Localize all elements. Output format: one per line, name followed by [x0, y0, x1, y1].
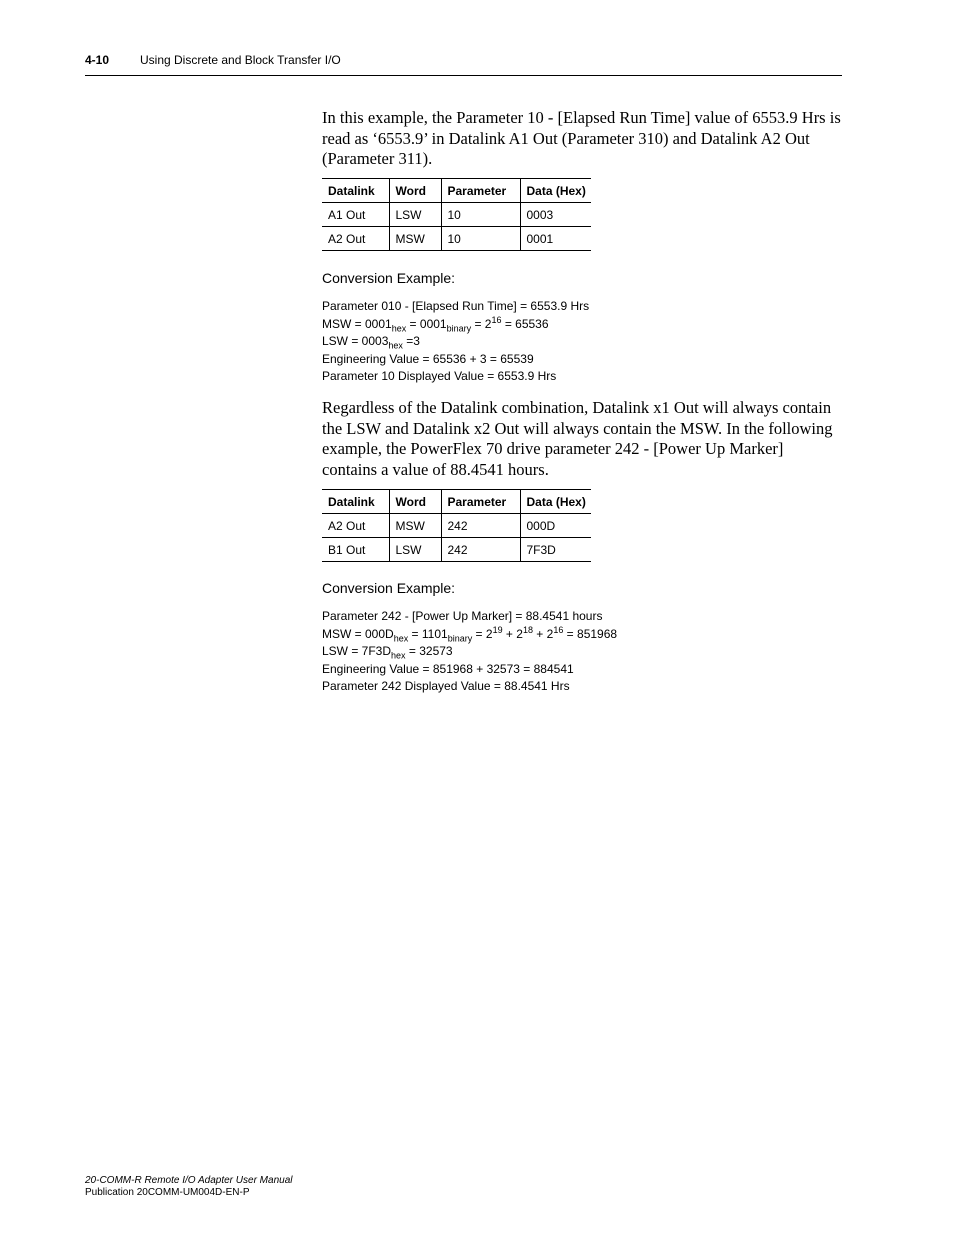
table-cell: MSW: [389, 227, 441, 251]
conversion-line: Engineering Value = 65536 + 3 = 65539: [322, 351, 534, 366]
conversion-line: Engineering Value = 851968 + 32573 = 884541: [322, 661, 574, 676]
table-row: [322, 203, 591, 227]
table-cell: LSW: [389, 538, 441, 562]
table-cell: A2 Out: [322, 227, 389, 251]
column-header: Word: [389, 179, 441, 203]
column-header: Parameter: [441, 179, 520, 203]
column-header: Data (Hex): [520, 490, 591, 514]
body-paragraph: Regardless of the Datalink combination, Datalink x1 Out will always contain the LSW and Datalink x2 Out will always contain the MSW. In the following example, the PowerFlex 70 drive parameter 242 - [Power Up Marker] contains a value of 88.4541 hours.: [322, 398, 833, 479]
conversion-line: Parameter 242 Displayed Value = 88.4541 Hrs: [322, 679, 570, 693]
datalink-table-2: [322, 489, 591, 562]
table-row: [322, 227, 591, 251]
table-cell: 242: [441, 538, 520, 562]
page-header: [85, 53, 842, 76]
conversion-line: Parameter 10 Displayed Value = 6553.9 Hrs: [322, 369, 557, 383]
table-row: [322, 538, 591, 562]
table-header-row: [322, 179, 591, 203]
table-cell: MSW: [389, 514, 441, 538]
table-cell: 0003: [520, 203, 591, 227]
datalink-table-1: [322, 178, 591, 251]
conversion-line: Parameter 010 - [Elapsed Run Time] = 6553.9 Hrs: [322, 299, 590, 313]
table-cell: A1 Out: [322, 203, 389, 227]
column-header: Parameter: [441, 490, 520, 514]
conversion-line: LSW = $0003_{hex} =3$: [322, 334, 420, 351]
table-cell: 0001: [520, 227, 591, 251]
conversion-heading: Conversion Example:: [322, 580, 456, 596]
column-header: Datalink: [322, 490, 389, 514]
table-cell: 000D: [520, 514, 591, 538]
conversion-line: LSW = $7F3D_{hex} = 32573$: [322, 644, 453, 661]
table-header-row: [322, 490, 591, 514]
table-cell: 10: [441, 227, 520, 251]
page-footer: [85, 1175, 292, 1199]
section-title: Using Discrete and Block Transfer I/O: [140, 53, 341, 67]
table-cell: A2 Out: [322, 514, 389, 538]
column-header: Data (Hex): [520, 179, 591, 203]
intro-paragraph: In this example, the Parameter 10 - [Elapsed Run Time] value of 6553.9 Hrs is read as ‘6553.9’ in Datalink A1 Out (Parameter 310) and Datalink A2 Out (Parameter 311).: [322, 108, 841, 168]
table-cell: LSW: [389, 203, 441, 227]
column-header: Word: [389, 490, 441, 514]
publication-number: Publication 20COMM-UM004D-EN-P: [85, 1187, 250, 1198]
table-row: [322, 514, 591, 538]
table-cell: B1 Out: [322, 538, 389, 562]
table-cell: 10: [441, 203, 520, 227]
conversion-line: Parameter 242 - [Power Up Marker] = 88.4541 hours: [322, 609, 603, 623]
manual-title: 20-COMM-R Remote I/O Adapter User Manual: [85, 1175, 293, 1186]
table-cell: 242: [441, 514, 520, 538]
table-cell: 7F3D: [520, 538, 591, 562]
conversion-example-2: [322, 608, 617, 696]
page-number: 4-10: [85, 53, 110, 67]
conversion-line: MSW = $0001_{hex} = 0001_{binary} = 2^{16} = 65536$: [322, 314, 549, 333]
conversion-line: MSW = $000D_{hex} = 1101_{binary} = 2^{19} + 2^{18} + 2^{16} = 851968$: [322, 624, 618, 643]
column-header: Datalink: [322, 179, 389, 203]
conversion-example-1: [322, 298, 589, 386]
conversion-heading: Conversion Example:: [322, 270, 456, 286]
